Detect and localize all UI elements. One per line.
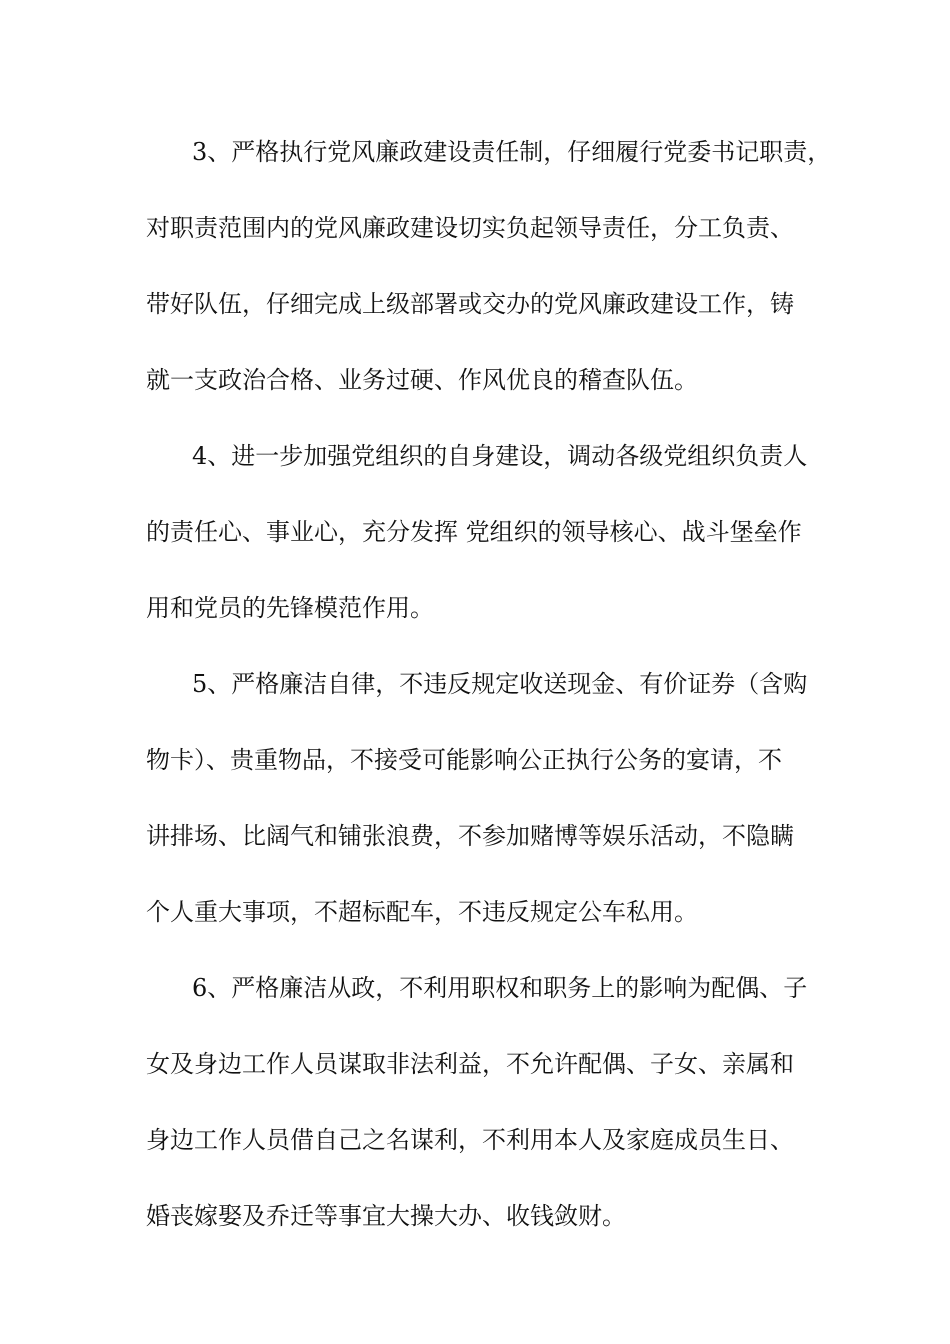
document-body: [146, 122, 832, 1262]
text-line: 女及身边工作人员谋取非法利益，不允许配偶、子女、亲属和: [146, 1050, 794, 1078]
text-line: 4、进一步加强党组织的自身建设，调动各级党组织负责人: [192, 442, 808, 470]
text-line: 用和党员的先锋模范作用。: [146, 594, 434, 622]
text-line: 身边工作人员借自己之名谋利，不利用本人及家庭成员生日、: [146, 1126, 794, 1154]
paragraph-3: [146, 122, 832, 426]
text-line: 的责任心、事业心，充分发挥 党组织的领导核心、战斗堡垒作: [146, 518, 802, 546]
text-line: 带好队伍，仔细完成上级部署或交办的党风廉政建设工作，铸: [146, 290, 794, 318]
text-line: 6、严格廉洁从政，不利用职权和职务上的影响为配偶、子: [192, 974, 808, 1002]
paragraph-5: [146, 654, 810, 958]
text-line: 讲排场、比阔气和铺张浪费，不参加赌博等娱乐活动，不隐瞒: [146, 822, 794, 850]
text-line: 5、严格廉洁自律，不违反规定收送现金、有价证券（含购: [192, 670, 808, 698]
text-line: 对职责范围内的党风廉政建设切实负起领导责任，分工负责、: [146, 214, 794, 242]
text-line: 婚丧嫁娶及乔迁等事宜大操大办、收钱敛财。: [146, 1202, 626, 1230]
text-line: 就一支政治合格、业务过硬、作风优良的稽查队伍。: [146, 366, 698, 394]
text-line: 个人重大事项，不超标配车，不违反规定公车私用。: [146, 898, 698, 926]
text-line: 3、严格执行党风廉政建设责任制，仔细履行党委书记职责，: [192, 138, 832, 166]
paragraph-6: [146, 958, 810, 1262]
text-line: 物卡）、贵重物品，不接受可能影响公正执行公务的宴请，不: [146, 746, 782, 774]
paragraph-4: [146, 426, 810, 654]
